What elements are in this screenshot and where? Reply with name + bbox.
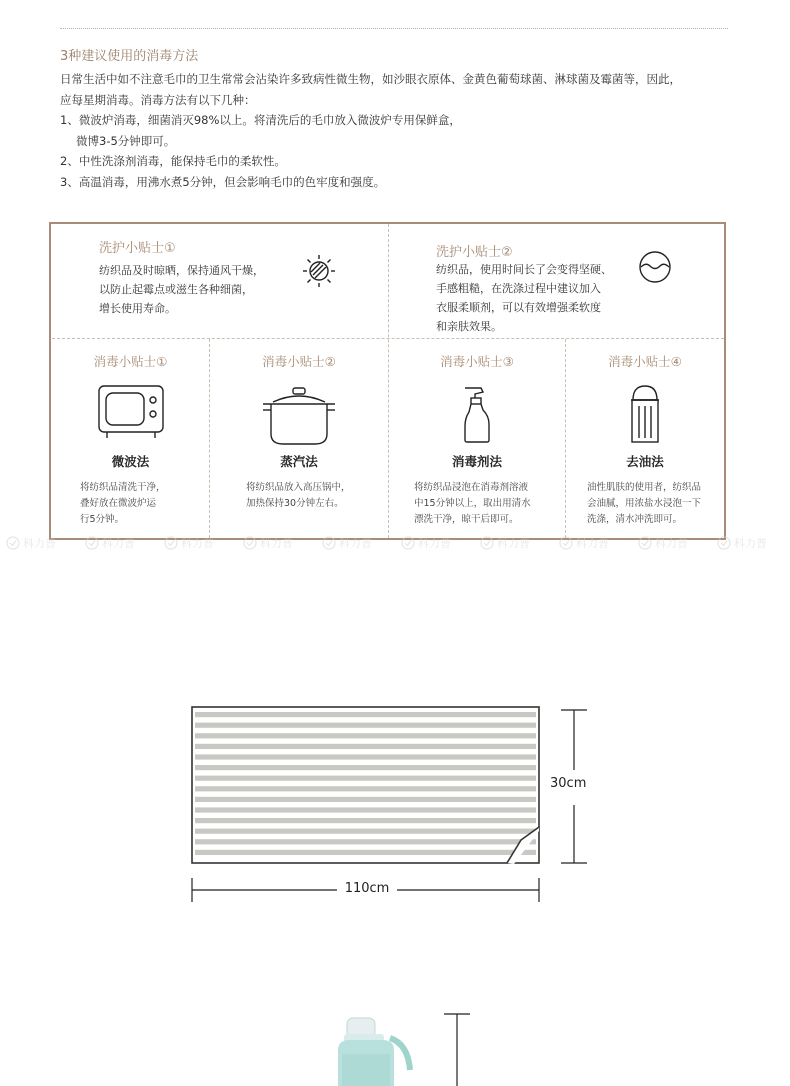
disinfect-tip-title: 消毒小贴士① xyxy=(93,354,168,369)
watermark-item xyxy=(395,533,474,553)
care-tip-line: 纺织品，使用时间长了会变得坚硬、 xyxy=(436,263,612,276)
watermark-text: 科力普 xyxy=(181,537,214,550)
towel-stripe xyxy=(195,754,536,759)
watermark-logo-icon xyxy=(717,536,731,550)
disinfect-tip-title: 消毒小贴士② xyxy=(262,354,336,369)
watermark-logo-icon xyxy=(322,536,336,550)
salt-shaker-icon xyxy=(628,384,662,444)
towel-stripe xyxy=(195,723,536,728)
watermark-item xyxy=(553,533,632,553)
intro-line: 应每星期消毒。消毒方法有以下几种： xyxy=(60,92,256,107)
disinfect-tip-desc xyxy=(246,480,351,512)
watermark-item xyxy=(316,533,395,553)
towel-stripe xyxy=(195,818,536,823)
watermark-logo-icon xyxy=(638,536,652,550)
disinfect-tip-2 xyxy=(210,340,388,536)
watermark-logo-icon xyxy=(243,536,257,550)
bottle-image xyxy=(330,1010,480,1086)
care-tip-1-title: 洗护小贴士① xyxy=(99,241,176,256)
intro-line: 日常生活中如不注意毛巾的卫生常常会沾染许多致病性微生物，如沙眼衣原体、金黄色葡萄球菌、淋球菌及霉菌等，因此， xyxy=(60,72,681,86)
care-tip-line: 以防止起霉点或滋生各种细菌， xyxy=(99,283,253,296)
disinfect-tip-line: 洗涤，清水冲洗即可。 xyxy=(587,514,683,525)
tips-divider-horizontal xyxy=(52,338,724,339)
disinfect-tip-line: 将纺织品浸泡在消毒剂溶液 xyxy=(414,482,529,493)
care-tip-line: 和亲肤效果。 xyxy=(436,320,502,333)
towel-stripe xyxy=(195,839,536,844)
towel-stripe xyxy=(195,712,536,717)
disinfect-tip-line: 行5分钟。 xyxy=(80,514,125,525)
watermark-text: 科力普 xyxy=(576,537,609,550)
care-tip-2-title: 洗护小贴士② xyxy=(436,245,513,260)
disinfect-tip-name: 微波法 xyxy=(111,454,150,469)
disinfect-tip-desc xyxy=(587,480,701,528)
disinfect-tip-line: 漂洗干净，晾干后即可。 xyxy=(414,514,519,525)
care-tip-line: 衣服柔顺剂，可以有效增强柔软度 xyxy=(436,301,601,314)
care-tip-line: 增长使用寿命。 xyxy=(99,302,176,315)
watermark-text: 科力普 xyxy=(655,537,688,550)
watermark-text: 科力普 xyxy=(260,537,293,550)
watermark-item xyxy=(158,533,237,553)
towel-stripe xyxy=(195,744,536,749)
watermark-text: 科力普 xyxy=(734,537,767,550)
watermark-item xyxy=(237,533,316,553)
watermark-item xyxy=(474,533,553,553)
section-title: 3种建议使用的消毒方法 xyxy=(60,49,199,64)
disinfect-tip-name: 去油法 xyxy=(626,454,664,469)
spray-bottle-icon xyxy=(461,384,493,444)
watermark-item xyxy=(79,533,158,553)
watermark-logo-icon xyxy=(164,536,178,550)
disinfect-tip-line: 将纺织品清洗干净， xyxy=(80,482,166,493)
softener-icon xyxy=(638,250,672,284)
watermark-item xyxy=(632,533,711,553)
intro-line: 微博3-5分钟即可。 xyxy=(76,133,176,148)
watermark-text: 科力普 xyxy=(339,537,372,550)
towel-diagram xyxy=(180,700,600,910)
towel-stripe xyxy=(195,765,536,770)
watermark-logo-icon xyxy=(6,536,20,550)
disinfect-tip-line: 中15分钟以上，取出用清水 xyxy=(414,498,531,509)
care-tip-2-body xyxy=(436,260,612,336)
watermark-logo-icon xyxy=(559,536,573,550)
watermark-text: 科力普 xyxy=(102,537,135,550)
disinfect-tip-line: 加热保持30分钟左右。 xyxy=(246,498,344,509)
towel-stripes xyxy=(195,712,536,855)
intro-line: 1、微波炉消毒，细菌消灭98%以上。将清洗后的毛巾放入微波炉专用保鲜盒， xyxy=(60,113,461,127)
towel-stripe xyxy=(195,850,536,855)
disinfect-tip-desc xyxy=(414,480,531,528)
disinfect-tip-line: 油性肌肤的使用者，纺织品 xyxy=(587,482,702,493)
watermark-text: 科力普 xyxy=(497,537,530,550)
intro-text xyxy=(60,69,740,192)
towel-stripe xyxy=(195,829,536,834)
watermark-item xyxy=(711,533,790,553)
watermark-logo-icon xyxy=(480,536,494,550)
watermark-item xyxy=(0,533,79,553)
sun-dry-icon xyxy=(301,253,337,289)
care-tip-line: 手感粗糙，在洗涤过程中建议加入 xyxy=(436,282,601,295)
disinfect-tip-line: 会油腻，用浓盐水浸泡一下 xyxy=(587,498,702,509)
disinfect-tip-name: 蒸汽法 xyxy=(280,454,318,469)
disinfect-tip-title: 消毒小贴士④ xyxy=(608,354,682,369)
watermark-logo-icon xyxy=(85,536,99,550)
care-tip-1-body xyxy=(99,261,264,318)
watermark-logo-icon xyxy=(401,536,415,550)
disinfect-tip-4 xyxy=(566,340,724,536)
towel-stripe xyxy=(195,733,536,738)
microwave-icon xyxy=(97,384,165,440)
pressure-cooker-icon xyxy=(259,386,339,446)
watermark-text: 科力普 xyxy=(23,537,56,550)
towel-stripe xyxy=(195,807,536,812)
disinfect-tip-line: 将纺织品放入高压锅中， xyxy=(246,482,351,493)
disinfect-tip-name: 消毒剂法 xyxy=(451,454,502,469)
disinfect-tip-title: 消毒小贴士③ xyxy=(440,354,514,369)
watermark-row xyxy=(0,533,790,553)
intro-line: 2、中性洗涤剂消毒，能保持毛巾的柔软性。 xyxy=(60,154,286,168)
intro-line: 3、高温消毒，用沸水煮5分钟，但会影响毛巾的色牢度和强度。 xyxy=(60,174,386,189)
width-label: 110cm xyxy=(337,881,397,896)
towel-stripe xyxy=(195,786,536,791)
disinfect-tip-line: 叠好放在微波炉运 xyxy=(80,498,157,509)
disinfect-tip-1 xyxy=(52,340,209,536)
towel-stripe xyxy=(195,776,536,781)
towel-stripe xyxy=(195,797,536,802)
care-tip-line: 纺织品及时晾晒，保持通风干燥， xyxy=(99,264,264,277)
watermark-text: 科力普 xyxy=(418,537,451,550)
disinfect-tip-desc xyxy=(80,480,166,528)
height-label: 30cm xyxy=(550,776,587,791)
top-dotted-divider xyxy=(60,28,728,29)
disinfect-tip-3 xyxy=(389,340,565,536)
